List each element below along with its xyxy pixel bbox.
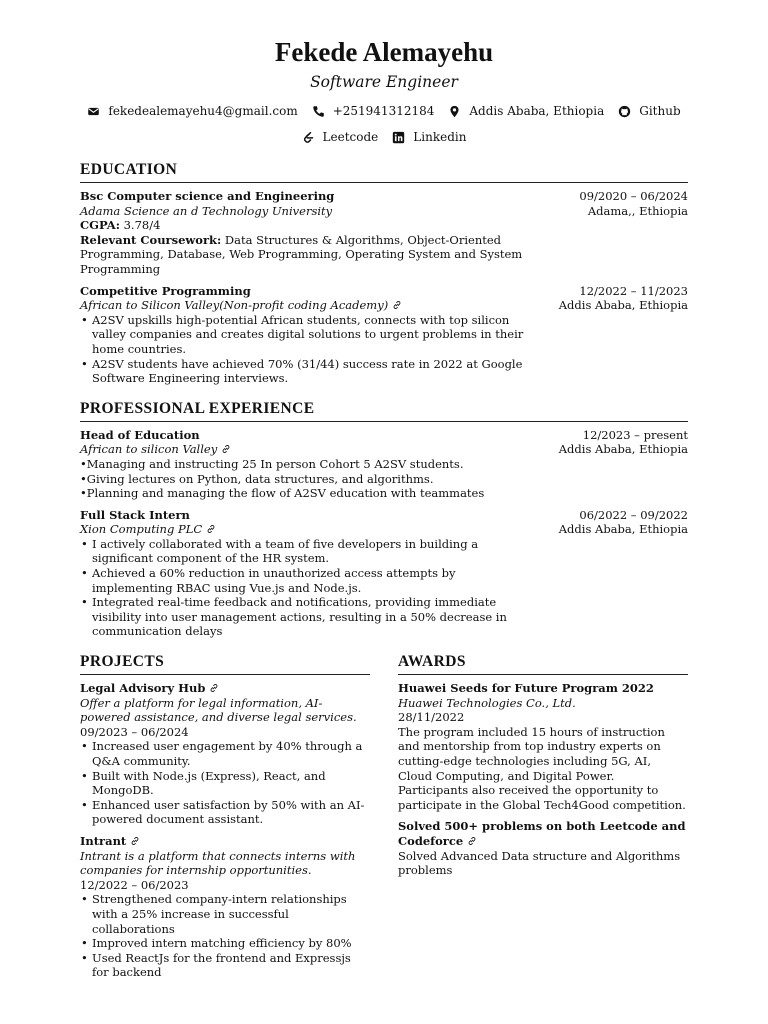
award-description: Solved Advanced Data structure and Algorithms problems	[398, 848, 681, 878]
organization-name: African to Silicon Valley(Non-profit coding Academy)	[80, 298, 539, 313]
award-name: Huawei Seeds for Future Program 2022	[398, 681, 654, 696]
list-item: • I actively collaborated with a team of five developers in building a significant component of the HR system.	[80, 537, 528, 566]
duty-line: •Planning and managing the flow of A2SV education with teammates	[80, 486, 485, 501]
education-heading: EDUCATION	[80, 161, 688, 183]
company-name: African to silicon Valley	[80, 442, 539, 457]
list-item: • Integrated real-time feedback and notifications, providing immediate visibility into user management actions, resulting in a 50% decrease in communication delays	[80, 595, 528, 639]
link-icon[interactable]	[206, 524, 216, 534]
coursework-label: Relevant Coursework:	[80, 232, 222, 247]
bullet-list	[80, 537, 528, 639]
education-entry	[80, 189, 688, 277]
duty-line: •Managing and instructing 25 In person Cohort 5 A2SV students.	[80, 456, 464, 471]
github-link[interactable]	[618, 104, 680, 119]
list-item: • A2SV students have achieved 70% (31/44) success rate in 2022 at Google Software Engineering interviews.	[80, 357, 528, 386]
coursework-text-2: Programming, Database, Web Programming, Operating System and System	[80, 247, 523, 262]
list-item: • Used ReactJs for the frontend and Expressjs for backend	[80, 951, 370, 980]
location-contact	[448, 104, 604, 119]
link-icon[interactable]	[467, 836, 477, 846]
list-item: • Achieved a 60% reduction in unauthorized access attempts by implementing RBAC using Vue.js and Node.js.	[80, 566, 528, 595]
education-section	[80, 161, 688, 386]
linkedin-text: Linkedin	[413, 129, 467, 144]
email-contact[interactable]	[87, 104, 297, 119]
envelope-icon	[87, 105, 100, 118]
project-entry	[80, 834, 370, 980]
list-item: • Increased user engagement by 40% through a Q&A community.	[80, 739, 370, 768]
map-pin-icon	[448, 105, 461, 118]
school-name: Adama Science an d Technology University	[80, 203, 333, 218]
award-issuer: Huawei Technologies Co., Ltd.	[398, 695, 576, 710]
experience-heading: PROFESSIONAL EXPERIENCE	[80, 400, 688, 422]
leetcode-icon	[302, 131, 315, 144]
bullet-list	[80, 739, 370, 827]
linkedin-link[interactable]	[392, 130, 466, 145]
contact-row-2	[80, 129, 688, 145]
bullet-list	[80, 313, 528, 386]
project-dates: 09/2023 – 06/2024	[80, 724, 189, 739]
experience-section	[80, 400, 688, 639]
company-name: Xion Computing PLC	[80, 522, 539, 537]
cgpa-label: CGPA:	[80, 218, 120, 233]
education-entry	[80, 284, 688, 386]
entry-location: Addis Ababa, Ethiopia	[558, 442, 688, 457]
list-item: • Improved intern matching efficiency by 80%	[80, 936, 370, 951]
link-icon[interactable]	[209, 683, 219, 693]
email-text: fekedealemayehu4@gmail.com	[108, 103, 298, 118]
experience-entry	[80, 508, 688, 639]
duty-line: •Giving lectures on Python, data structures, and algorithms.	[80, 471, 434, 486]
award-name: Solved 500+ problems on both Leetcode and Codeforce	[398, 819, 686, 848]
projects-heading: PROJECTS	[80, 653, 370, 675]
project-name: Intrant	[80, 834, 370, 849]
degree-title: Bsc Computer science and Engineering	[80, 189, 335, 203]
phone-contact[interactable]	[312, 104, 435, 119]
entry-location: Addis Ababa, Ethiopia	[558, 298, 688, 313]
coursework-line	[80, 233, 540, 277]
entry-location: Addis Ababa, Ethiopia	[558, 522, 688, 537]
award-date: 28/11/2022	[398, 710, 465, 725]
bullet-list	[80, 892, 370, 980]
award-entry	[398, 681, 688, 812]
link-icon[interactable]	[392, 300, 402, 310]
program-title: Competitive Programming	[80, 283, 251, 298]
list-item: • A2SV upskills high-potential African students, connects with top silicon valley companies and creates digital solutions to urgent problems in their home countries.	[80, 313, 528, 357]
awards-heading: AWARDS	[398, 653, 688, 675]
candidate-role: Software Engineer	[310, 73, 458, 91]
project-name: Legal Advisory Hub	[80, 681, 370, 696]
projects-section	[80, 653, 370, 987]
job-title: Head of Education	[80, 427, 200, 442]
entry-dates: 09/2020 – 06/2024	[579, 189, 688, 203]
project-dates: 12/2022 – 06/2023	[80, 877, 189, 892]
entry-dates: 12/2023 – present	[582, 427, 688, 442]
coursework-text-1: Data Structures & Algorithms, Object-Oriented	[221, 232, 502, 247]
cgpa-value: 3.78/4	[119, 218, 161, 233]
coursework-text-3: Programming	[80, 261, 161, 276]
list-item: • Built with Node.js (Express), React, and MongoDB.	[80, 769, 370, 798]
leetcode-link[interactable]	[302, 130, 379, 145]
project-entry	[80, 681, 370, 827]
leetcode-text: Leetcode	[322, 129, 379, 144]
phone-text: +251941312184	[332, 103, 435, 118]
phone-icon	[312, 105, 325, 118]
entry-dates: 06/2022 – 09/2022	[579, 507, 688, 522]
project-description: Offer a platform for legal information, AI-powered assistance, and diverse legal services.	[80, 695, 357, 725]
project-description: Intrant is a platform that connects interns with companies for internship opportunities.	[80, 848, 356, 878]
contact-row-1	[80, 103, 688, 119]
list-item: • Enhanced user satisfaction by 50% with an AI-powered document assistant.	[80, 798, 370, 827]
github-icon	[618, 105, 631, 118]
job-title: Full Stack Intern	[80, 507, 190, 522]
award-description: The program included 15 hours of instruction and mentorship from top industry experts on cutting-edge technologies including 5G, AI, Cloud Computing, and Digital Power. Participants also received the opportunity to participate in the Global Tech4Good competition.	[398, 724, 686, 812]
entry-location: Adama,, Ethiopia	[587, 203, 688, 218]
candidate-name: Fekede Alemayehu	[274, 37, 494, 67]
experience-entry	[80, 428, 688, 501]
location-text: Addis Ababa, Ethiopia	[469, 103, 605, 118]
two-column-area	[80, 653, 688, 987]
github-text: Github	[639, 103, 681, 118]
list-item: • Strengthened company-intern relationships with a 25% increase in successful collaborations	[80, 892, 370, 936]
linkedin-icon	[392, 131, 405, 144]
award-entry	[398, 819, 688, 877]
entry-dates: 12/2022 – 11/2023	[579, 283, 688, 298]
awards-section	[398, 653, 688, 987]
link-icon[interactable]	[130, 836, 140, 846]
cgpa-line	[80, 218, 688, 233]
link-icon[interactable]	[221, 444, 231, 454]
